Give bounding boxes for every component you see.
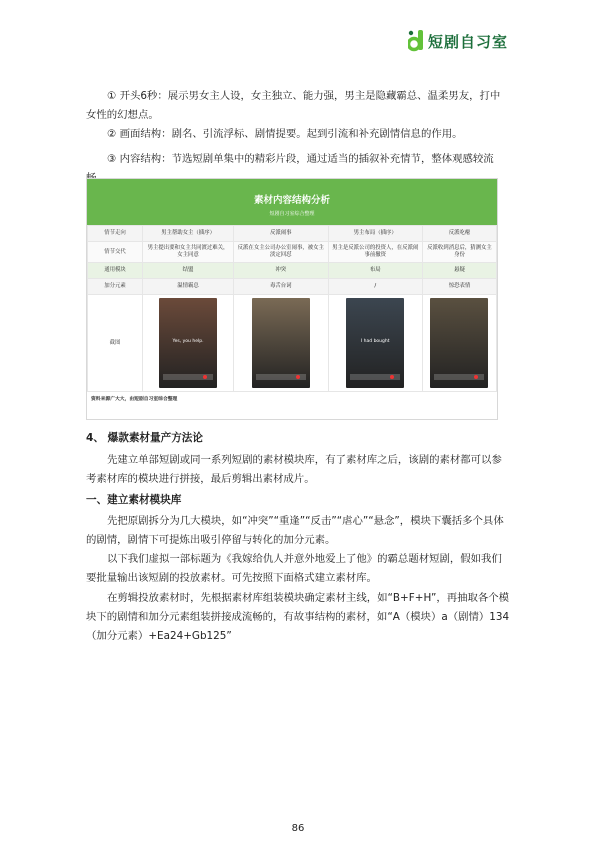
screenshot-thumbnail: [159, 298, 217, 388]
table-cell: 男主布局（插序）: [328, 226, 422, 242]
table-cell: 男主提出要和女主共同渡过难关，女主同意: [143, 242, 234, 263]
figure-table: [87, 225, 497, 392]
table-row: [88, 279, 497, 295]
paragraph-modules: 先把原剧拆分为几大模块，如“冲突”“重逢”“反击”“虐心”“悬念”，模块下囊括多个具体的剧情，剧情下可提炼出吸引停留与转化的加分元素。: [86, 515, 504, 546]
row-label: 情节交代: [88, 242, 143, 263]
section-heading: 4、 爆款素材量产方法论: [86, 432, 203, 444]
table-cell: [422, 295, 496, 392]
figure-source-note: 资料来源广大大，由短剧自习室综合整理: [91, 397, 178, 402]
play-badge-icon: [296, 375, 300, 379]
table-row: [88, 226, 497, 242]
table-cell: 反派吃瘪: [422, 226, 496, 242]
subsection-heading: 一、建立素材模块库: [86, 494, 182, 506]
table-row-screenshots: [88, 295, 497, 392]
paragraph-opening: ① 开头6秒：展示男女主人设，女主独立、能力强，男主是隐藏霸总、温柔男友，打中女性的幻想点。: [86, 90, 501, 121]
table-cell: 反派在女主公司办公室闹事，被女主淡定回怼: [234, 242, 328, 263]
screenshot-thumbnail: [430, 298, 488, 388]
table-cell: /: [328, 279, 422, 295]
table-cell: 结盟: [143, 263, 234, 279]
table-cell: [234, 295, 328, 392]
paragraph-editing: 在剪辑投放素材时，先根据素材库组装模块确定素材主线，如“B+F+H”，再抽取各个模块下的剧情和加分元素组装拼接成流畅的，有故事结构的素材，如“A（模块）a（剧情）134（加分元素）+Ea24+Gb125”: [86, 592, 510, 642]
screenshot-thumbnail: [252, 298, 310, 388]
table-cell: 男主帮助女主（插序）: [143, 226, 234, 242]
play-badge-icon: [203, 375, 207, 379]
thumbnail-caption: I had bought: [360, 339, 390, 344]
thumbnail-caption: Yes, you help.: [172, 339, 204, 344]
brand-logo-icon: [408, 30, 424, 52]
paragraph-intro: 先建立单部短剧或同一系列短剧的素材模块库，有了素材库之后，该剧的素材都可以参考素材库的模块进行拼接，最后剪辑出素材成片。: [86, 454, 502, 485]
brand-name: 短剧自习室: [427, 32, 508, 51]
content-structure-figure: [86, 178, 498, 420]
table-cell: [143, 295, 234, 392]
row-label: 截图: [88, 295, 143, 392]
figure-subtitle: 短剧自习室综合整理: [269, 211, 315, 217]
table-cell: 冲突: [234, 263, 328, 279]
paragraph-content-structure: ③ 内容结构：节选短剧单集中的精彩片段，通过适当的插叙补充情节，整体观感较流: [107, 153, 494, 165]
table-row: [88, 242, 497, 263]
table-cell: 反派收到消息后，猜测女主身份: [422, 242, 496, 263]
table-cell: 惊恐表情: [422, 279, 496, 295]
row-label: 情节走向: [88, 226, 143, 242]
table-cell: 反派闹事: [234, 226, 328, 242]
row-label: 通用模块: [88, 263, 143, 279]
table-cell: [328, 295, 422, 392]
table-cell: 男主是反派公司的投资人，在反派闹事前撤资: [328, 242, 422, 263]
table-cell: 毒舌台词: [234, 279, 328, 295]
table-cell: 温情霸总: [143, 279, 234, 295]
table-cell: 悬疑: [422, 263, 496, 279]
paragraph-example: 以下我们虚拟一部标题为《我嫁给仇人并意外地爱上了他》的霸总题材短剧，假如我们要批量输出该短剧的投放素材。可先按照下面格式建立素材库。: [86, 553, 502, 584]
brand-logo: [408, 30, 508, 52]
page-number: 86: [291, 823, 305, 834]
screenshot-thumbnail: [346, 298, 404, 388]
figure-header: [87, 179, 497, 225]
table-row: [88, 263, 497, 279]
paragraph-visual-structure: ② 画面结构：剧名、引流浮标、剧情提要。起到引流和补充剧情信息的作用。: [107, 128, 463, 140]
table-cell: 布局: [328, 263, 422, 279]
row-label: 加分元素: [88, 279, 143, 295]
figure-title: 素材内容结构分析: [253, 195, 330, 206]
